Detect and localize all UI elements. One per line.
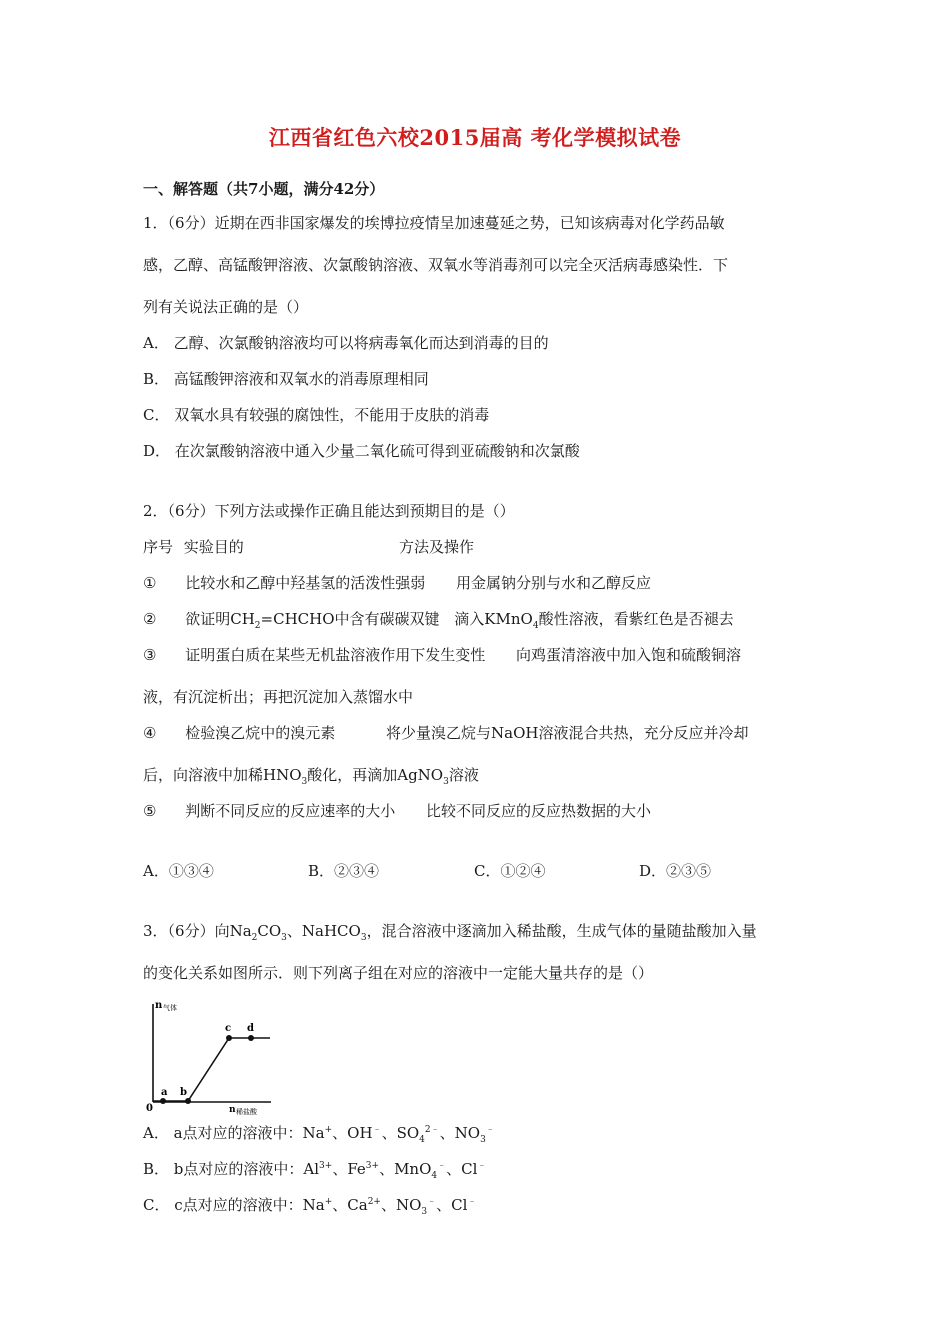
q2-table-header — [143, 536, 475, 557]
q2-row-purpose: 证明蛋白质在某些无机盐溶液作用下发生变性 — [185, 646, 486, 664]
q2-row-purpose: 判断不同反应的反应速率的大小 — [185, 802, 396, 820]
point-b-label: b — [180, 1087, 187, 1098]
q2-row-4 — [143, 722, 748, 743]
q2-row-method: 比较不同反应的反应热数据的大小 — [426, 802, 652, 820]
q1-stem-line3: 列有关说法正确的是（） — [143, 298, 309, 316]
q3-option-b: B． b点对应的溶液中：$Al^{3+}$、$Fe^{3+}$、MnO$_4$﹣、Cl﹣ — [143, 1160, 487, 1181]
q2-options — [143, 860, 793, 880]
point-d-label: d — [247, 1023, 254, 1034]
q2-row-3-continued: 液，有沉淀析出；再把沉淀加入蒸馏水中 — [143, 688, 414, 706]
q2-row-4-continued: 后，向溶液中加稀$HNO_3$酸化，再滴加AgNO$_3$溶液 — [143, 766, 479, 787]
q2-row-method: 向鸡蛋清溶液中加入饱和硫酸铜溶 — [516, 646, 742, 664]
point-c — [226, 1035, 232, 1041]
q1-stem-line2: 感，乙醇、高锰酸钾溶液、次氯酸钠溶液、双氧水等消毒剂可以完全灭活病毒感染性．下 — [143, 256, 729, 274]
q2-row-purpose: 欲证明$CH_2=CHCHO$中含有碳碳双键 — [185, 610, 440, 631]
q2-row-1 — [143, 572, 651, 593]
q2-option-b: B．②③④ — [308, 862, 380, 880]
q2-row-method: 滴入KMnO$_4$酸性溶液，看紫红色是否褪去 — [454, 610, 734, 631]
q2-stem: 2．（6分）下列方法或操作正确且能达到预期目的是（） — [143, 502, 515, 520]
q1-option-c: C． 双氧水具有较强的腐蚀性，不能用于皮肤的消毒 — [143, 406, 490, 424]
x-axis-label: n — [229, 1105, 236, 1115]
q3-option-a: A． a点对应的溶液中：Na+、OH﹣、$SO_4^{2﹣}$、$NO_3^﹣$ — [143, 1124, 495, 1145]
q2-row-5 — [143, 800, 651, 821]
q3-option-c: C． c点对应的溶液中：Na+、$Ca^{2+}$、$NO_3^﹣$、Cl﹣ — [143, 1196, 477, 1217]
q2-row-no: ⑤ — [143, 802, 157, 820]
q1-option-d: D． 在次氯酸钠溶液中通入少量二氧化硫可得到亚硫酸钠和次氯酸 — [143, 442, 580, 460]
q2-option-d: D．②③⑤ — [639, 862, 712, 880]
q2-row-no: ③ — [143, 646, 157, 664]
q1-option-b: B． 高锰酸钾溶液和双氧水的消毒原理相同 — [143, 370, 429, 388]
origin-label: 0 — [146, 1103, 153, 1114]
q3-stem-line1: 3．（6分）向$Na_2CO_3$、NaHCO$_3$，混合溶液中逐滴加入稀盐酸，生成气体的量随盐酸加入量 — [143, 922, 757, 943]
q2-row-purpose: 检验溴乙烷中的溴元素 — [185, 724, 336, 742]
point-a-label: a — [161, 1087, 168, 1098]
point-b — [185, 1098, 191, 1104]
section-heading: 一、解答题（共7小题，满分42分） — [143, 180, 385, 198]
q2-row-no: ④ — [143, 724, 157, 742]
q3-stem-line2: 的变化关系如图所示．则下列离子组在对应的溶液中一定能大量共存的是（） — [143, 964, 654, 982]
q2-row-purpose: 比较水和乙醇中羟基氢的活泼性强弱 — [185, 574, 426, 592]
q2-row-3 — [143, 644, 741, 665]
q2-row-method: 将少量溴乙烷与NaOH溶液混合共热，充分反应并冷却 — [386, 724, 749, 742]
point-d — [248, 1035, 254, 1041]
point-a — [160, 1098, 166, 1104]
y-axis-label: n — [155, 1000, 163, 1011]
q2-option-a: A．①③④ — [143, 862, 214, 880]
q2-header-purpose: 实验目的 — [183, 538, 244, 556]
gas-vs-acid-graph — [143, 998, 278, 1116]
rising-segment-bc — [188, 1038, 229, 1101]
q2-row-no: ② — [143, 610, 157, 628]
q2-option-c: C．①②④ — [474, 862, 546, 880]
point-c-label: c — [225, 1023, 232, 1034]
q2-row-2 — [143, 608, 734, 631]
q2-header-method: 方法及操作 — [399, 538, 475, 556]
page-title: 江西省红色六校2015届高 考化学模拟试卷 — [268, 125, 682, 150]
q2-header-no: 序号 — [143, 538, 174, 556]
q2-row-method: 用金属钠分别与水和乙醇反应 — [456, 574, 652, 592]
x-axis-label-sub: 稀盐酸 — [236, 1108, 257, 1116]
q1-option-a: A． 乙醇、次氯酸钠溶液均可以将病毒氧化而达到消毒的目的 — [143, 334, 549, 352]
y-axis-label-sub: 气体 — [163, 1004, 177, 1012]
q2-row-no: ① — [143, 574, 157, 592]
q1-stem-line1: 1．（6分）近期在西非国家爆发的埃博拉疫情呈加速蔓延之势，已知该病毒对化学药品敏 — [143, 214, 725, 232]
